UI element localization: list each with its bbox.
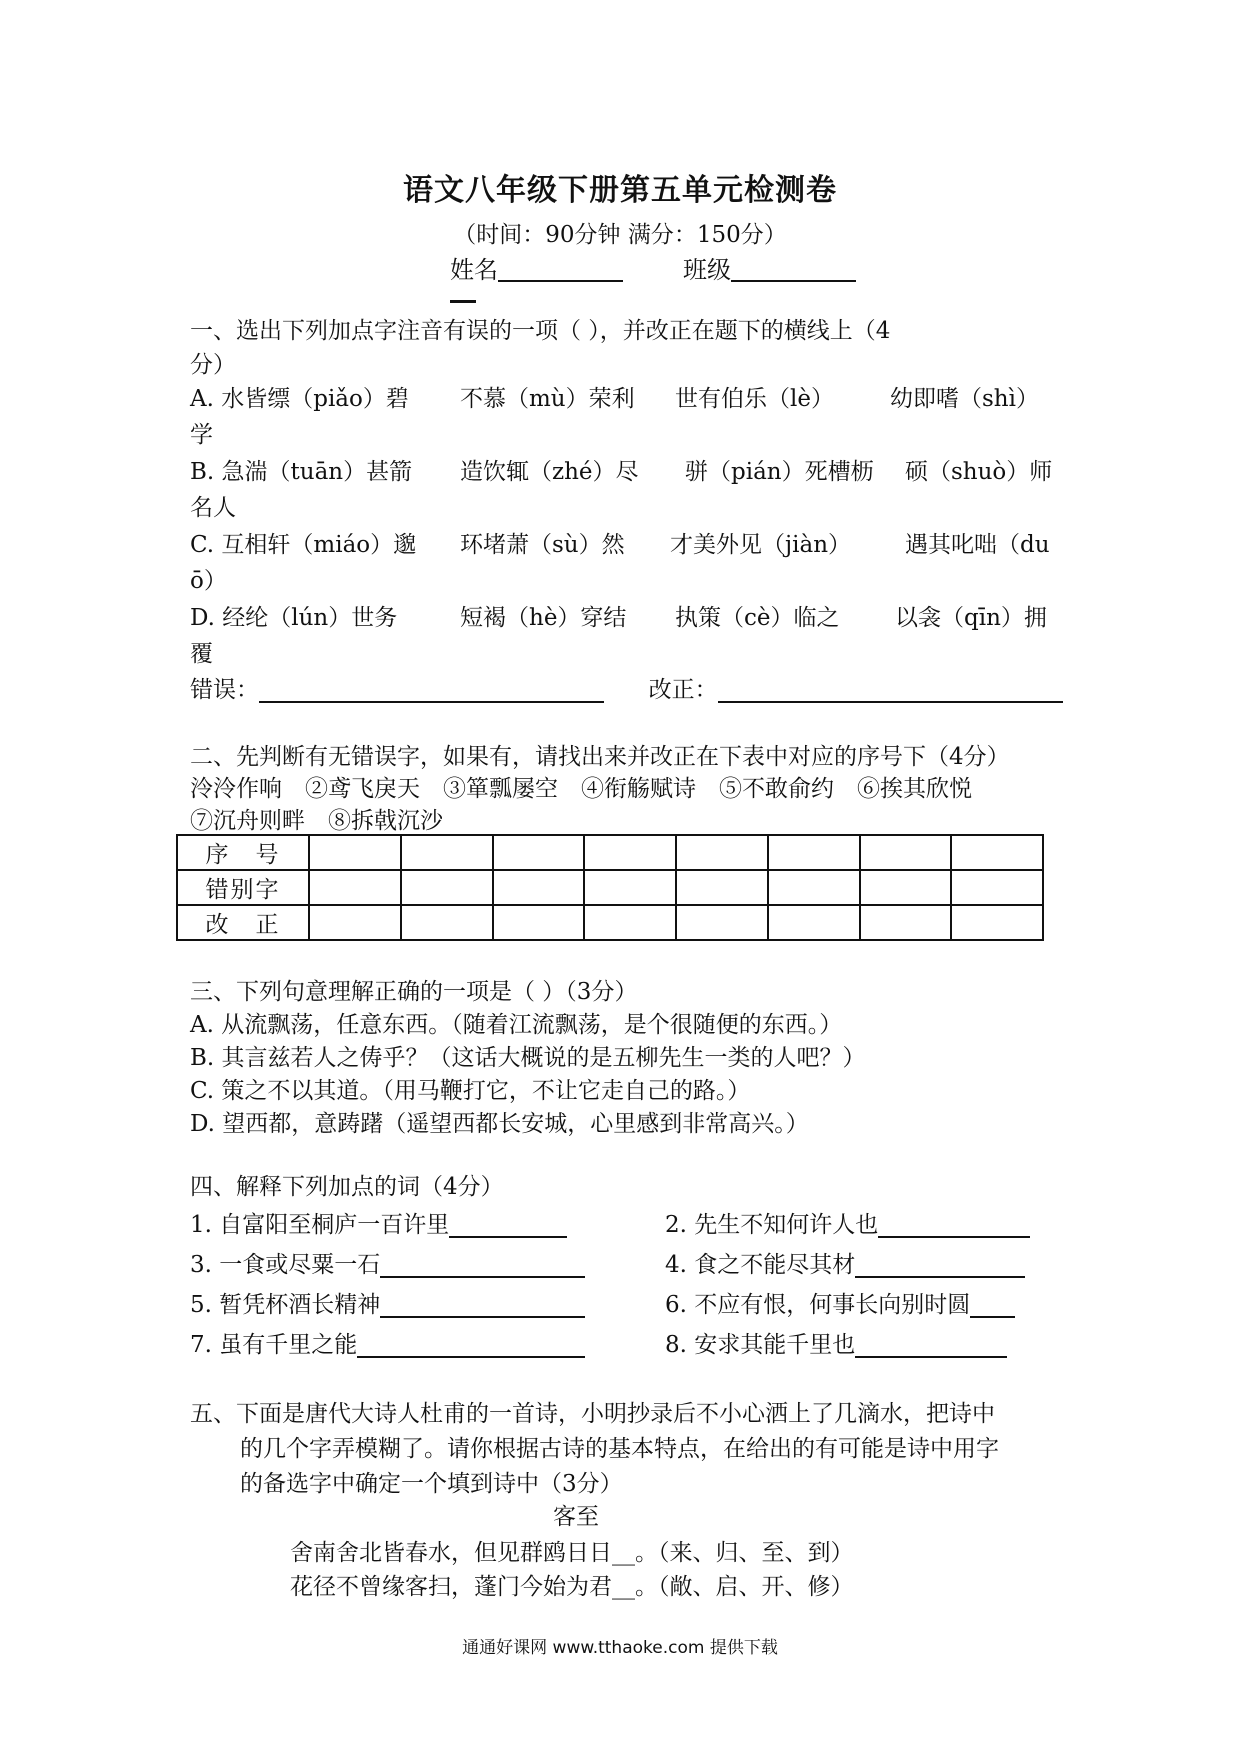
q4-item: 3. 一食或尽粟一石	[190, 1246, 585, 1279]
exam-page: 语文八年级下册第五单元检测卷 （时间：90分钟 满分：150分） 姓名 班级 一、选出下列加点字注音有误的一项（ ），并改正在题下的横线上（4 分） A. 水皆缥（piǎo）碧 不慕（mù）荣利 世有伯乐（lè） 幼即嗜（shì） 学 B. 急湍（tuān）甚箭 造饮辄（zhé）尽 骈（pián）死槽枥 硕（shuò）师 名人 C. 互相轩（miáo）邈 环堵萧（sù）然 才美外见（jiàn） 遇其叱咄（du ō） D. 经纶（lún）世务 短褐（hè）穿结 执策（cè）临之 以衾（qīn）拥 覆 错误： 改正： 二、先判断有无错误字，如果有，请找出来并改正在下表中对应的序号下（4分） 泠泠作响 ②鸢飞戾天 ③箪瓢屡空 ④衔觞赋诗 ⑤不敢俞约 ⑥挨其欣悦 ⑦沉舟则畔 ⑧拆戟沉沙 序 号 错别字 改 正 三、下列句意理解正确的一项是（ ）（3分） A. 从流飘荡，任意东西。（随着江流飘荡，是个很随便的东西。） B. 其言兹若人之俦乎？（这话大概说的是五柳先生一类的人吧？） C. 策之不以其道。（用马鞭打它，不让它走自己的路。） D. 望西都，意踌躇（遥望西都长安城，心里感到非常高兴。） 四、解释下列加点的词（4分） 1. 自富阳至桐庐一百许里 2. 先生不知何许人也 3. 一食或尽粟一石 4. 食之不能尽其材 5. 暂凭杯酒长精神 6. 不应有恨，何事长向别时圆 7. 虽有千里之能 8. 安求其能千里也 五、下面是唐代大诗人杜甫的一首诗，小明抄录后不小心洒上了几滴水，把诗中 的几个字弄模糊了。请你根据古诗的基本特点，在给出的有可能是诗中用字 的备选字中确定一个填到诗中（3分） 客至 舍南舍北皆春水，但见群鸥日日__。（来、归、至、到） 花径不曾缘客扫，蓬门今始为君__。（敞、启、开、修） 通通好课网 www.tthaoke.com 提供下载	[0, 0, 1240, 1754]
class-label: 班级	[683, 256, 731, 284]
table-row	[177, 870, 1043, 905]
q4-item: 8. 安求其能千里也	[665, 1326, 1007, 1359]
q1-option-b-cont: 名人	[190, 495, 236, 521]
correction-table	[176, 834, 1044, 941]
q4-item: 6. 不应有恨，何事长向别时圆	[665, 1286, 1015, 1319]
q3-option-b: B. 其言兹若人之俦乎？（这话大概说的是五柳先生一类的人吧？）	[190, 1045, 866, 1071]
poem-line-2: 花径不曾缘客扫，蓬门今始为君__。（敞、启、开、修）	[290, 1574, 854, 1600]
footer-source: 通通好课网 www.tthaoke.com 提供下载	[462, 1638, 778, 1658]
q4-item: 1. 自富阳至桐庐一百许里	[190, 1206, 567, 1239]
q4-item: 4. 食之不能尽其材	[665, 1246, 1025, 1279]
q2-items-1: 泠泠作响 ②鸢飞戾天 ③箪瓢屡空 ④衔觞赋诗 ⑤不敢俞约 ⑥挨其欣悦	[190, 776, 972, 802]
q4-item: 2. 先生不知何许人也	[665, 1206, 1030, 1239]
q5-stem-2: 的几个字弄模糊了。请你根据古诗的基本特点，在给出的有可能是诗中用字	[240, 1436, 999, 1462]
class-blank	[731, 256, 856, 282]
poem-line-1: 舍南舍北皆春水，但见群鸥日日__。（来、归、至、到）	[290, 1540, 854, 1566]
underline-mark	[450, 300, 476, 303]
name-class-row	[450, 250, 856, 285]
exam-meta: （时间：90分钟 满分：150分）	[453, 222, 787, 248]
q1-answer-row: 错误： 改正：	[190, 673, 1063, 707]
table-row	[177, 905, 1043, 940]
row-head-number: 序 号	[177, 835, 309, 870]
table-row	[177, 835, 1043, 870]
q4-item: 7. 虽有千里之能	[190, 1326, 585, 1359]
poem-title: 客至	[553, 1504, 599, 1530]
q5-stem-3: 的备选字中确定一个填到诗中（3分）	[240, 1471, 623, 1497]
row-head-wrong: 错别字	[177, 870, 309, 905]
q3-option-d: D. 望西都，意踌躇（遥望西都长安城，心里感到非常高兴。）	[190, 1111, 809, 1137]
q2-items-2: ⑦沉舟则畔 ⑧拆戟沉沙	[190, 808, 443, 834]
q4-stem: 四、解释下列加点的词（4分）	[190, 1174, 504, 1200]
name-blank	[498, 256, 623, 282]
page-title: 语文八年级下册第五单元检测卷	[403, 173, 837, 208]
q1-option-d-cont: 覆	[190, 641, 213, 667]
q4-item: 5. 暂凭杯酒长精神	[190, 1286, 585, 1319]
q3-option-a: A. 从流飘荡，任意东西。（随着江流飘荡，是个很随便的东西。）	[190, 1012, 843, 1038]
q2-stem: 二、先判断有无错误字，如果有，请找出来并改正在下表中对应的序号下（4分）	[190, 744, 1010, 770]
name-label: 姓名	[450, 256, 498, 284]
row-head-fix: 改 正	[177, 905, 309, 940]
q1-option-a-cont: 学	[190, 422, 213, 448]
q5-stem-1: 五、下面是唐代大诗人杜甫的一首诗，小明抄录后不小心洒上了几滴水，把诗中	[190, 1401, 995, 1427]
q3-stem: 三、下列句意理解正确的一项是（ ）（3分）	[190, 979, 638, 1005]
q3-option-c: C. 策之不以其道。（用马鞭打它，不让它走自己的路。）	[190, 1078, 751, 1104]
q1-stem: 一、选出下列加点字注音有误的一项（ ），并改正在题下的横线上（4	[190, 318, 891, 344]
fix-answer-field[interactable]	[718, 675, 1063, 703]
q1-stem-cont: 分）	[190, 352, 236, 378]
error-answer-field[interactable]	[259, 675, 604, 703]
q1-option-c-cont: ō）	[190, 568, 227, 594]
